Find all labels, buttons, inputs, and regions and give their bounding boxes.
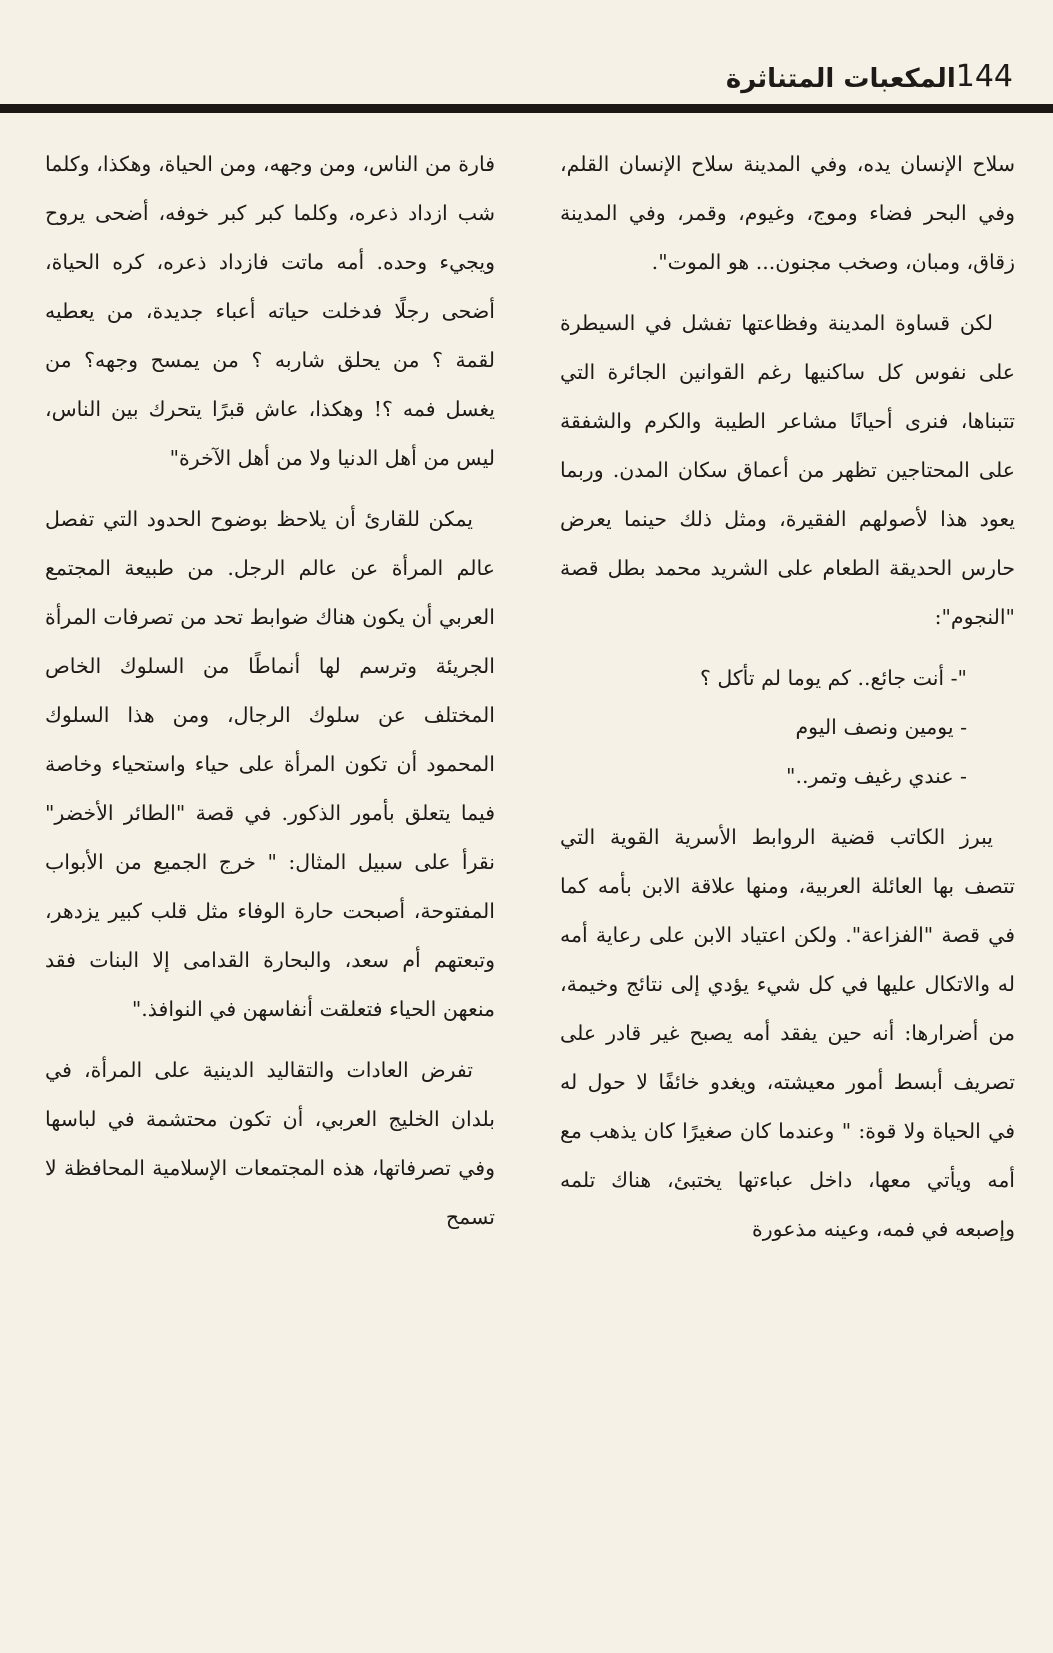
- running-title: المكعبات المتناثرة: [725, 64, 956, 94]
- paragraph: سلاح الإنسان يده، وفي المدينة سلاح الإنسان القلم، وفي البحر فضاء وموج، وغيوم، وقمر، وفي المدينة زقاق، ومبان، وصخب مجنون... هو الموت".: [560, 152, 1015, 274]
- page-header: [60, 44, 1013, 94]
- paragraph: تفرض العادات والتقاليد الدينية على المرأة، في بلدان الخليج العربي، أن تكون محتشمة في لباسها وفي تصرفاتها، هذه المجتمعات الإسلامية المحافظة لا تسمح: [45, 1058, 495, 1229]
- page-number: 144: [955, 59, 1013, 94]
- left-column: [45, 140, 495, 1254]
- paragraph: يمكن للقارئ أن يلاحظ بوضوح الحدود التي تفصل عالم المرأة عن عالم الرجل. من طبيعة المجتمع العربي أن يكون هناك ضوابط تحد من تصرفات المرأة الجريئة وترسم لها أنماطًا من السلوك الخاص المختلف عن سلوك الرجال، ومن هذا السلوك المحمود أن تكون المرأة على حياء واستحياء وخاصة فيما يتعلق بأمور الذكور. في قصة "الطائر الأخضر" نقرأ على سبيل المثال: " خرج الجميع من الأبواب المفتوحة، أصبحت حارة الوفاء مثل قلب كبير يزدهر، وتبعتهم أم سعد، والبحارة القدامى إلا البنات فقد منعهن الحياء فتعلقت أنفاسهن في النوافذ.": [45, 507, 495, 1021]
- dialogue-line: "- أنت جائع.. كم يوما لم تأكل ؟: [699, 666, 967, 690]
- dialogue-line: - يومين ونصف اليوم: [795, 715, 967, 739]
- paragraph: لكن قساوة المدينة وفظاعتها تفشل في السيطرة على نفوس كل ساكنيها رغم القوانين الجائرة التي تتبناها، فنرى أحيانًا مشاعر الطيبة والكرم والشفقة على المحتاجين تظهر من أعماق سكان المدن. وربما يعود هذا لأصولهم الفقيرة، ومثل ذلك حينما يعرض حارس الحديقة الطعام على الشريد محمد بطل قصة "النجوم":: [560, 311, 1015, 629]
- right-column: [560, 140, 1015, 1266]
- header-group: [700, 59, 1013, 94]
- header-rule: [0, 104, 1053, 113]
- dialogue-line: - عندي رغيف وتمر..": [786, 764, 967, 788]
- paragraph: فارة من الناس، ومن وجهه، ومن الحياة، وهكذا، وكلما شب ازداد ذعره، وكلما كبر كبر خوفه، أضحى يروح ويجيء وحده. أمه ماتت فازداد ذعره، كره الحياة، أضحى رجلًا فدخلت حياته أعباء جديدة، من يعطيه لقمة ؟ من يحلق شاربه ؟ من يمسح وجهه؟ من يغسل فمه ؟! وهكذا، عاش قبرًا يتحرك بين الناس، ليس من أهل الدنيا ولا من أهل الآخرة": [45, 152, 495, 470]
- paragraph: يبرز الكاتب قضية الروابط الأسرية القوية التي تتصف بها العائلة العربية، ومنها علاقة الابن بأمه كما في قصة "الفزاعة". ولكن اعتياد الابن على رعاية أمه له والاتكال عليها في كل شيء يؤدي إلى نتائج وخيمة، من أضرارها: أنه حين يفقد أمه يصبح غير قادر على تصريف أبسط أمور معيشته، ويغدو خائفًا لا حول له في الحياة ولا قوة: " وعندما كان صغيرًا كان يذهب مع أمه ويأتي معها، داخل عباءتها يختبئ، هناك تلمه وإصبعه في فمه، وعينه مذعورة: [560, 825, 1015, 1241]
